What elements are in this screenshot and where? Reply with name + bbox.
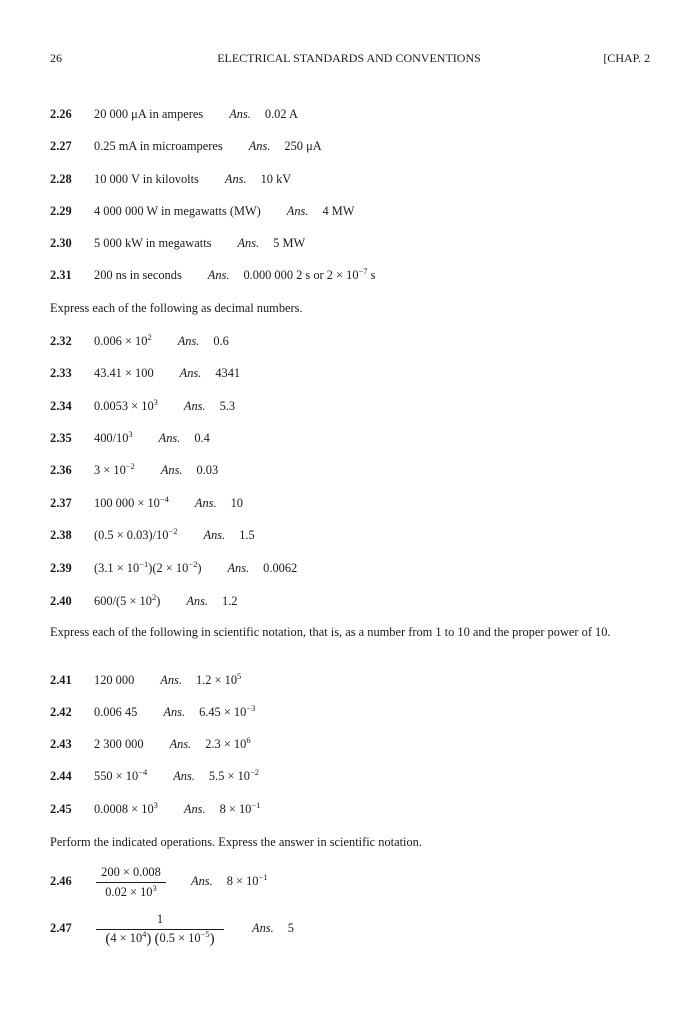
- problem-question: 100 $000 \times 10^{-4}$: [94, 494, 169, 510]
- problem-2-28: [50, 172, 291, 187]
- problem-2-35: [50, 431, 210, 446]
- problem-number: 2.37: [50, 496, 72, 510]
- problem-answer: $8 \times 10^{-1}$: [219, 800, 261, 816]
- problem-2-27: [50, 139, 322, 154]
- problem-2-32: [50, 334, 229, 349]
- answer-label: Ans.: [224, 172, 247, 186]
- problem-answer: 4 MW: [322, 204, 355, 218]
- problem-question: 0.006 45: [94, 705, 138, 719]
- problem-question: 20 000 μA in amperes: [94, 107, 204, 121]
- answer-label: Ans.: [227, 561, 250, 575]
- answer-label: Ans.: [177, 334, 200, 348]
- problem-question: 2 300 000: [94, 737, 144, 751]
- problem-number: 2.38: [50, 528, 72, 542]
- problem-number: 2.30: [50, 236, 72, 250]
- problem-number: 2.40: [50, 594, 72, 608]
- problem-question: $400/10^3$: [94, 429, 133, 445]
- problem-question: 43.41 × 100: [94, 366, 154, 380]
- problem-number: 2.43: [50, 737, 72, 751]
- problem-number: 2.28: [50, 172, 72, 186]
- problem-2-29: [50, 204, 355, 219]
- problem-answer: $1.2 \times 10^5$: [195, 671, 242, 687]
- answer-label: Ans.: [203, 528, 226, 542]
- problem-question: 200 ns in seconds: [94, 268, 182, 282]
- problem-2-30: [50, 236, 305, 251]
- problem-2-36: [50, 463, 218, 478]
- problem-answer: $8 \times 10^{-1}$: [226, 872, 268, 888]
- answer-label: Ans.: [183, 802, 206, 816]
- problem-number: 2.45: [50, 802, 72, 816]
- problem-2-37: [50, 496, 243, 511]
- problem-2-26: [50, 107, 298, 122]
- problem-question: $0.0008 \times 10^3$: [94, 800, 158, 816]
- problem-number: 2.35: [50, 431, 72, 445]
- problem-question: 4 000 000 W in megawatts (MW): [94, 204, 261, 218]
- answer-label: Ans.: [160, 463, 183, 477]
- answer-label: Ans.: [207, 268, 230, 282]
- problem-number: 2.27: [50, 139, 72, 153]
- answer-label: Ans.: [229, 107, 251, 121]
- instruction-scientific: Express each of the following in scientific notation, that is, as a number from 1 to 10 and the proper power of 10.: [50, 625, 611, 639]
- problem-2-40: [50, 594, 238, 609]
- problem-2-46-answer: [191, 874, 268, 889]
- answer-label: Ans.: [179, 366, 202, 380]
- chapter-label: [CHAP. 2: [603, 51, 650, 65]
- problem-2-43: [50, 737, 251, 752]
- fraction-numerator: 1: [156, 912, 164, 926]
- answer-label: Ans.: [183, 399, 206, 413]
- problem-number: 2.31: [50, 268, 72, 282]
- instruction-operations: Perform the indicated operations. Express the answer in scientific notation.: [50, 835, 422, 849]
- fraction-denominator: $0.02 \times 10^3$: [105, 883, 157, 899]
- problem-2-42: [50, 705, 255, 720]
- problem-answer: 10 kV: [260, 172, 292, 186]
- problem-number: 2.39: [50, 561, 72, 575]
- problem-number: 2.44: [50, 769, 72, 783]
- problem-2-38: [50, 528, 255, 543]
- answer-label: Ans.: [191, 874, 213, 888]
- problem-answer: 0.4: [194, 431, 210, 445]
- problem-answer: 0.000 000 2 s or $2 \times 10^{-7}$ s: [243, 266, 376, 282]
- problem-2-39: [50, 561, 297, 576]
- problem-number: 2.34: [50, 399, 72, 413]
- problem-question: $600/(5 \times 10^2)$: [94, 592, 161, 608]
- problem-2-31: [50, 268, 375, 283]
- problem-question: $(3.1 \times 10^{-1})(2 \times 10^{-2})$: [94, 559, 202, 575]
- problem-2-47-fraction: [96, 912, 224, 954]
- problem-question: 10 000 V in kilovolts: [94, 172, 199, 186]
- problem-number: 2.33: [50, 366, 72, 380]
- problem-question: 5 000 kW in megawatts: [94, 236, 212, 250]
- running-title: ELECTRICAL STANDARDS AND CONVENTIONS: [217, 51, 481, 65]
- problem-answer: $2.3 \times 10^6$: [205, 735, 251, 751]
- problem-2-33: [50, 366, 240, 381]
- answer-label: Ans.: [248, 139, 271, 153]
- problem-number: 2.29: [50, 204, 72, 218]
- answer-label: Ans.: [237, 236, 260, 250]
- answer-label: Ans.: [186, 594, 209, 608]
- problem-answer: $5.5 \times 10^{-2}$: [208, 767, 260, 783]
- problem-question: $0.006 \times 10^2$: [94, 332, 152, 348]
- answer-label: Ans.: [163, 705, 186, 719]
- problem-answer: 0.02 A: [264, 107, 298, 121]
- problem-2-46-fraction: [96, 865, 166, 905]
- problem-number: 2.41: [50, 673, 72, 687]
- answer-label: Ans.: [158, 431, 181, 445]
- answer-label: Ans.: [169, 737, 192, 751]
- problem-number: 2.42: [50, 705, 72, 719]
- problem-answer: 10: [230, 496, 243, 510]
- fraction-numerator: 200 × 0.008: [101, 865, 161, 879]
- problem-answer: 0.6: [213, 334, 229, 348]
- problem-2-45: [50, 802, 260, 817]
- problem-question: $(0.5 \times 0.03)/10^{-2}$: [94, 526, 178, 542]
- problem-number: 2.36: [50, 463, 72, 477]
- problem-answer: 4341: [215, 366, 241, 380]
- problem-question: $550 \times 10^{-4}$: [94, 767, 148, 783]
- problem-2-44: [50, 769, 259, 784]
- answer-label: Ans.: [252, 921, 274, 935]
- problem-number: 2.26: [50, 107, 72, 121]
- problem-question: $0.0053 \times 10^3$: [94, 397, 158, 413]
- instruction-decimal: Express each of the following as decimal numbers.: [50, 301, 303, 315]
- page-number: 26: [50, 51, 62, 65]
- problem-question: 120 000: [94, 673, 135, 687]
- problem-answer: 0.0062: [263, 561, 298, 575]
- problem-2-47-answer: [252, 921, 294, 936]
- problem-answer: 250 μA: [284, 139, 322, 153]
- problem-answer: 1.5: [239, 528, 255, 542]
- answer-label: Ans.: [194, 496, 217, 510]
- problem-question: 0.25 mA in microamperes: [94, 139, 223, 153]
- problem-2-41: [50, 673, 241, 688]
- answer-label: Ans.: [286, 204, 309, 218]
- problem-answer: 5.3: [219, 399, 236, 413]
- problem-answer: $6.45 \times 10^{-3}$: [199, 703, 256, 719]
- problem-answer: 5: [287, 921, 294, 935]
- problem-number: 2.32: [50, 334, 72, 348]
- problem-2-47-number: 2.47: [50, 921, 72, 935]
- fraction-denominator: $(4 \times 10^4)$ $(0.5 \times 10^{-5})$: [105, 929, 215, 947]
- problem-answer: 0.03: [196, 463, 219, 477]
- problem-answer: 5 MW: [273, 236, 306, 250]
- problem-question: $3 \times 10^{-2}$: [94, 461, 135, 477]
- problem-2-46-number: 2.46: [50, 874, 72, 888]
- problem-answer: 1.2: [222, 594, 238, 608]
- answer-label: Ans.: [173, 769, 195, 783]
- problem-2-34: [50, 399, 235, 414]
- answer-label: Ans.: [160, 673, 182, 687]
